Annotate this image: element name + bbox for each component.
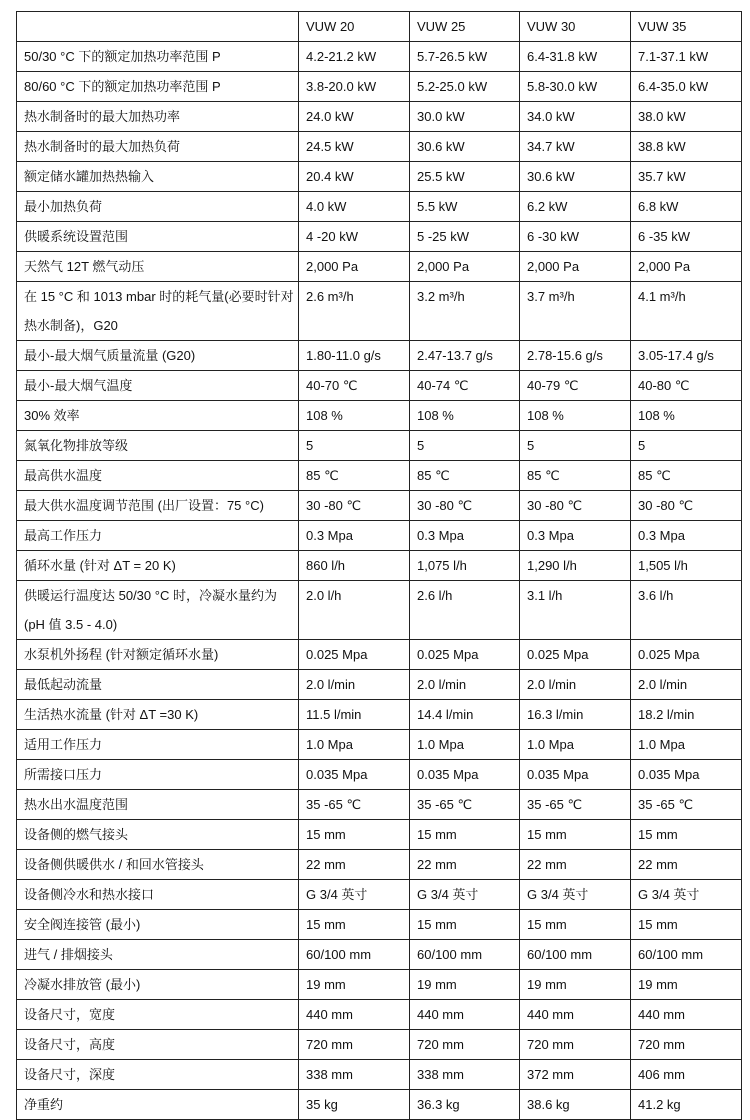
value-vuw35: 440 mm bbox=[631, 1000, 742, 1030]
value-vuw30: 16.3 l/min bbox=[520, 700, 631, 730]
value-vuw25: 1.0 Mpa bbox=[410, 730, 520, 760]
value-vuw30: 15 mm bbox=[520, 910, 631, 940]
value-vuw25: 5.7-26.5 kW bbox=[410, 42, 520, 72]
table-row bbox=[17, 700, 742, 730]
value-vuw35: 7.1-37.1 kW bbox=[631, 42, 742, 72]
value-vuw25: 2.0 l/min bbox=[410, 670, 520, 700]
table-row bbox=[17, 192, 742, 222]
value-vuw35: 4.1 m³/h bbox=[631, 282, 742, 341]
table-row bbox=[17, 72, 742, 102]
value-vuw30: G 3/4 英寸 bbox=[520, 880, 631, 910]
value-vuw20: 60/100 mm bbox=[299, 940, 410, 970]
row-label: 进气 / 排烟接头 bbox=[17, 940, 299, 970]
value-vuw20: 5 bbox=[299, 431, 410, 461]
value-vuw30: 0.3 Mpa bbox=[520, 521, 631, 551]
table-row bbox=[17, 371, 742, 401]
value-vuw35: 38.8 kW bbox=[631, 132, 742, 162]
row-label: 水泵机外扬程 (针对额定循环水量) bbox=[17, 640, 299, 670]
table-row bbox=[17, 640, 742, 670]
value-vuw20: 2,000 Pa bbox=[299, 252, 410, 282]
value-vuw30: 1,290 l/h bbox=[520, 551, 631, 581]
row-label: 循环水量 (针对 ΔT = 20 K) bbox=[17, 551, 299, 581]
value-vuw25: 2.6 l/h bbox=[410, 581, 520, 640]
value-vuw30: 372 mm bbox=[520, 1060, 631, 1090]
value-vuw20: 440 mm bbox=[299, 1000, 410, 1030]
table-row bbox=[17, 1060, 742, 1090]
value-vuw30: 85 ℃ bbox=[520, 461, 631, 491]
value-vuw20: 30 -80 ℃ bbox=[299, 491, 410, 521]
value-vuw30: 22 mm bbox=[520, 850, 631, 880]
row-label: 最高供水温度 bbox=[17, 461, 299, 491]
value-vuw25: 5.5 kW bbox=[410, 192, 520, 222]
value-vuw35: 1.0 Mpa bbox=[631, 730, 742, 760]
table-row bbox=[17, 521, 742, 551]
row-label: 供暖运行温度达 50/30 °C 时，冷凝水量约为 (pH 值 3.5 - 4.0) bbox=[17, 581, 299, 640]
value-vuw20: G 3/4 英寸 bbox=[299, 880, 410, 910]
table-row bbox=[17, 341, 742, 371]
value-vuw35: 5 bbox=[631, 431, 742, 461]
value-vuw35: 406 mm bbox=[631, 1060, 742, 1090]
value-vuw35: 720 mm bbox=[631, 1030, 742, 1060]
value-vuw25: 30 -80 ℃ bbox=[410, 491, 520, 521]
header-cell-vuw20: VUW 20 bbox=[299, 12, 410, 42]
value-vuw20: 11.5 l/min bbox=[299, 700, 410, 730]
value-vuw35: 0.035 Mpa bbox=[631, 760, 742, 790]
header-cell-vuw30: VUW 30 bbox=[520, 12, 631, 42]
value-vuw35: 18.2 l/min bbox=[631, 700, 742, 730]
header-cell-vuw35: VUW 35 bbox=[631, 12, 742, 42]
value-vuw35: 2.0 l/min bbox=[631, 670, 742, 700]
value-vuw20: 860 l/h bbox=[299, 551, 410, 581]
header-cell-parameter bbox=[17, 12, 299, 42]
row-label: 额定储水罐加热热输入 bbox=[17, 162, 299, 192]
value-vuw30: 38.6 kg bbox=[520, 1090, 631, 1120]
table-row bbox=[17, 760, 742, 790]
value-vuw25: 1,075 l/h bbox=[410, 551, 520, 581]
value-vuw35: 30 -80 ℃ bbox=[631, 491, 742, 521]
row-label: 所需接口压力 bbox=[17, 760, 299, 790]
value-vuw35: 6 -35 kW bbox=[631, 222, 742, 252]
value-vuw30: 34.0 kW bbox=[520, 102, 631, 132]
value-vuw25: 3.2 m³/h bbox=[410, 282, 520, 341]
value-vuw20: 108 % bbox=[299, 401, 410, 431]
row-label: 冷凝水排放管 (最小) bbox=[17, 970, 299, 1000]
value-vuw25: 35 -65 ℃ bbox=[410, 790, 520, 820]
table-row bbox=[17, 491, 742, 521]
value-vuw30: 1.0 Mpa bbox=[520, 730, 631, 760]
value-vuw35: 85 ℃ bbox=[631, 461, 742, 491]
value-vuw20: 0.3 Mpa bbox=[299, 521, 410, 551]
value-vuw20: 1.80-11.0 g/s bbox=[299, 341, 410, 371]
value-vuw30: 34.7 kW bbox=[520, 132, 631, 162]
value-vuw35: 22 mm bbox=[631, 850, 742, 880]
row-label: 在 15 °C 和 1013 mbar 时的耗气量(必要时针对热水制备)，G20 bbox=[17, 282, 299, 341]
table-row bbox=[17, 1030, 742, 1060]
value-vuw35: 15 mm bbox=[631, 820, 742, 850]
value-vuw20: 4.0 kW bbox=[299, 192, 410, 222]
value-vuw20: 720 mm bbox=[299, 1030, 410, 1060]
value-vuw25: G 3/4 英寸 bbox=[410, 880, 520, 910]
value-vuw25: 36.3 kg bbox=[410, 1090, 520, 1120]
row-label: 设备侧的燃气接头 bbox=[17, 820, 299, 850]
value-vuw25: 22 mm bbox=[410, 850, 520, 880]
row-label: 设备尺寸，高度 bbox=[17, 1030, 299, 1060]
value-vuw35: G 3/4 英寸 bbox=[631, 880, 742, 910]
value-vuw30: 6.2 kW bbox=[520, 192, 631, 222]
table-row bbox=[17, 820, 742, 850]
value-vuw25: 5 -25 kW bbox=[410, 222, 520, 252]
table-row bbox=[17, 670, 742, 700]
value-vuw20: 24.0 kW bbox=[299, 102, 410, 132]
value-vuw20: 20.4 kW bbox=[299, 162, 410, 192]
table-row bbox=[17, 551, 742, 581]
table-row bbox=[17, 1000, 742, 1030]
row-label: 安全阀连接管 (最小) bbox=[17, 910, 299, 940]
table-row bbox=[17, 790, 742, 820]
table-row bbox=[17, 162, 742, 192]
value-vuw20: 15 mm bbox=[299, 910, 410, 940]
value-vuw30: 60/100 mm bbox=[520, 940, 631, 970]
value-vuw35: 6.4-35.0 kW bbox=[631, 72, 742, 102]
value-vuw20: 35 -65 ℃ bbox=[299, 790, 410, 820]
value-vuw25: 108 % bbox=[410, 401, 520, 431]
row-label: 净重约 bbox=[17, 1090, 299, 1120]
row-label: 50/30 °C 下的额定加热功率范围 P bbox=[17, 42, 299, 72]
value-vuw25: 5 bbox=[410, 431, 520, 461]
value-vuw30: 15 mm bbox=[520, 820, 631, 850]
value-vuw20: 2.6 m³/h bbox=[299, 282, 410, 341]
value-vuw30: 3.7 m³/h bbox=[520, 282, 631, 341]
value-vuw30: 30.6 kW bbox=[520, 162, 631, 192]
row-label: 供暖系统设置范围 bbox=[17, 222, 299, 252]
value-vuw25: 0.035 Mpa bbox=[410, 760, 520, 790]
table-row bbox=[17, 461, 742, 491]
value-vuw30: 30 -80 ℃ bbox=[520, 491, 631, 521]
table-row bbox=[17, 581, 742, 640]
value-vuw35: 0.025 Mpa bbox=[631, 640, 742, 670]
value-vuw35: 38.0 kW bbox=[631, 102, 742, 132]
value-vuw35: 35 -65 ℃ bbox=[631, 790, 742, 820]
value-vuw25: 14.4 l/min bbox=[410, 700, 520, 730]
table-row bbox=[17, 1090, 742, 1120]
table-row bbox=[17, 880, 742, 910]
value-vuw25: 2.47-13.7 g/s bbox=[410, 341, 520, 371]
value-vuw25: 15 mm bbox=[410, 910, 520, 940]
value-vuw20: 24.5 kW bbox=[299, 132, 410, 162]
value-vuw25: 2,000 Pa bbox=[410, 252, 520, 282]
row-label: 最小-最大烟气温度 bbox=[17, 371, 299, 401]
value-vuw25: 30.6 kW bbox=[410, 132, 520, 162]
table-row bbox=[17, 42, 742, 72]
row-label: 热水制备时的最大加热功率 bbox=[17, 102, 299, 132]
value-vuw35: 0.3 Mpa bbox=[631, 521, 742, 551]
value-vuw35: 2,000 Pa bbox=[631, 252, 742, 282]
value-vuw30: 720 mm bbox=[520, 1030, 631, 1060]
value-vuw25: 30.0 kW bbox=[410, 102, 520, 132]
value-vuw25: 440 mm bbox=[410, 1000, 520, 1030]
value-vuw30: 19 mm bbox=[520, 970, 631, 1000]
table-row bbox=[17, 910, 742, 940]
value-vuw20: 85 ℃ bbox=[299, 461, 410, 491]
value-vuw35: 108 % bbox=[631, 401, 742, 431]
value-vuw30: 2,000 Pa bbox=[520, 252, 631, 282]
value-vuw20: 15 mm bbox=[299, 820, 410, 850]
value-vuw35: 3.05-17.4 g/s bbox=[631, 341, 742, 371]
value-vuw25: 0.025 Mpa bbox=[410, 640, 520, 670]
value-vuw20: 0.025 Mpa bbox=[299, 640, 410, 670]
table-row bbox=[17, 222, 742, 252]
value-vuw20: 4 -20 kW bbox=[299, 222, 410, 252]
value-vuw30: 5.8-30.0 kW bbox=[520, 72, 631, 102]
row-label: 热水制备时的最大加热负荷 bbox=[17, 132, 299, 162]
row-label: 天然气 12T 燃气动压 bbox=[17, 252, 299, 282]
header-cell-vuw25: VUW 25 bbox=[410, 12, 520, 42]
value-vuw20: 3.8-20.0 kW bbox=[299, 72, 410, 102]
row-label: 最小加热负荷 bbox=[17, 192, 299, 222]
value-vuw20: 22 mm bbox=[299, 850, 410, 880]
row-label: 最低起动流量 bbox=[17, 670, 299, 700]
table-row bbox=[17, 132, 742, 162]
value-vuw25: 40-74 ℃ bbox=[410, 371, 520, 401]
table-row bbox=[17, 940, 742, 970]
spec-table-header bbox=[17, 12, 742, 42]
table-row bbox=[17, 850, 742, 880]
row-label: 最高工作压力 bbox=[17, 521, 299, 551]
value-vuw25: 25.5 kW bbox=[410, 162, 520, 192]
value-vuw25: 19 mm bbox=[410, 970, 520, 1000]
table-row bbox=[17, 730, 742, 760]
value-vuw35: 41.2 kg bbox=[631, 1090, 742, 1120]
value-vuw20: 19 mm bbox=[299, 970, 410, 1000]
value-vuw30: 0.035 Mpa bbox=[520, 760, 631, 790]
value-vuw25: 720 mm bbox=[410, 1030, 520, 1060]
value-vuw30: 0.025 Mpa bbox=[520, 640, 631, 670]
value-vuw35: 6.8 kW bbox=[631, 192, 742, 222]
value-vuw25: 0.3 Mpa bbox=[410, 521, 520, 551]
table-row bbox=[17, 252, 742, 282]
value-vuw30: 6.4-31.8 kW bbox=[520, 42, 631, 72]
table-row bbox=[17, 431, 742, 461]
value-vuw30: 5 bbox=[520, 431, 631, 461]
value-vuw20: 4.2-21.2 kW bbox=[299, 42, 410, 72]
value-vuw35: 60/100 mm bbox=[631, 940, 742, 970]
value-vuw35: 3.6 l/h bbox=[631, 581, 742, 640]
value-vuw20: 2.0 l/h bbox=[299, 581, 410, 640]
value-vuw30: 40-79 ℃ bbox=[520, 371, 631, 401]
value-vuw25: 338 mm bbox=[410, 1060, 520, 1090]
row-label: 最大供水温度调节范围 (出厂设置：75 °C) bbox=[17, 491, 299, 521]
row-label: 设备侧供暖供水 / 和回水管接头 bbox=[17, 850, 299, 880]
spec-table-body bbox=[17, 42, 742, 1120]
value-vuw20: 1.0 Mpa bbox=[299, 730, 410, 760]
value-vuw25: 15 mm bbox=[410, 820, 520, 850]
value-vuw35: 19 mm bbox=[631, 970, 742, 1000]
value-vuw30: 2.78-15.6 g/s bbox=[520, 341, 631, 371]
row-label: 80/60 °C 下的额定加热功率范围 P bbox=[17, 72, 299, 102]
value-vuw20: 0.035 Mpa bbox=[299, 760, 410, 790]
row-label: 设备侧冷水和热水接口 bbox=[17, 880, 299, 910]
value-vuw30: 108 % bbox=[520, 401, 631, 431]
value-vuw30: 3.1 l/h bbox=[520, 581, 631, 640]
value-vuw35: 35.7 kW bbox=[631, 162, 742, 192]
table-row bbox=[17, 282, 742, 341]
row-label: 30% 效率 bbox=[17, 401, 299, 431]
value-vuw25: 60/100 mm bbox=[410, 940, 520, 970]
value-vuw30: 35 -65 ℃ bbox=[520, 790, 631, 820]
value-vuw35: 40-80 ℃ bbox=[631, 371, 742, 401]
table-row bbox=[17, 970, 742, 1000]
value-vuw25: 85 ℃ bbox=[410, 461, 520, 491]
value-vuw25: 5.2-25.0 kW bbox=[410, 72, 520, 102]
row-label: 设备尺寸，深度 bbox=[17, 1060, 299, 1090]
row-label: 氮氧化物排放等级 bbox=[17, 431, 299, 461]
header-row bbox=[17, 12, 742, 42]
value-vuw30: 6 -30 kW bbox=[520, 222, 631, 252]
row-label: 设备尺寸，宽度 bbox=[17, 1000, 299, 1030]
value-vuw20: 35 kg bbox=[299, 1090, 410, 1120]
row-label: 热水出水温度范围 bbox=[17, 790, 299, 820]
table-row bbox=[17, 401, 742, 431]
value-vuw20: 338 mm bbox=[299, 1060, 410, 1090]
row-label: 生活热水流量 (针对 ΔT =30 K) bbox=[17, 700, 299, 730]
value-vuw20: 2.0 l/min bbox=[299, 670, 410, 700]
table-row bbox=[17, 102, 742, 132]
value-vuw35: 15 mm bbox=[631, 910, 742, 940]
row-label: 适用工作压力 bbox=[17, 730, 299, 760]
value-vuw30: 2.0 l/min bbox=[520, 670, 631, 700]
value-vuw30: 440 mm bbox=[520, 1000, 631, 1030]
spec-table bbox=[16, 11, 742, 1120]
row-label: 最小-最大烟气质量流量 (G20) bbox=[17, 341, 299, 371]
value-vuw20: 40-70 ℃ bbox=[299, 371, 410, 401]
value-vuw35: 1,505 l/h bbox=[631, 551, 742, 581]
